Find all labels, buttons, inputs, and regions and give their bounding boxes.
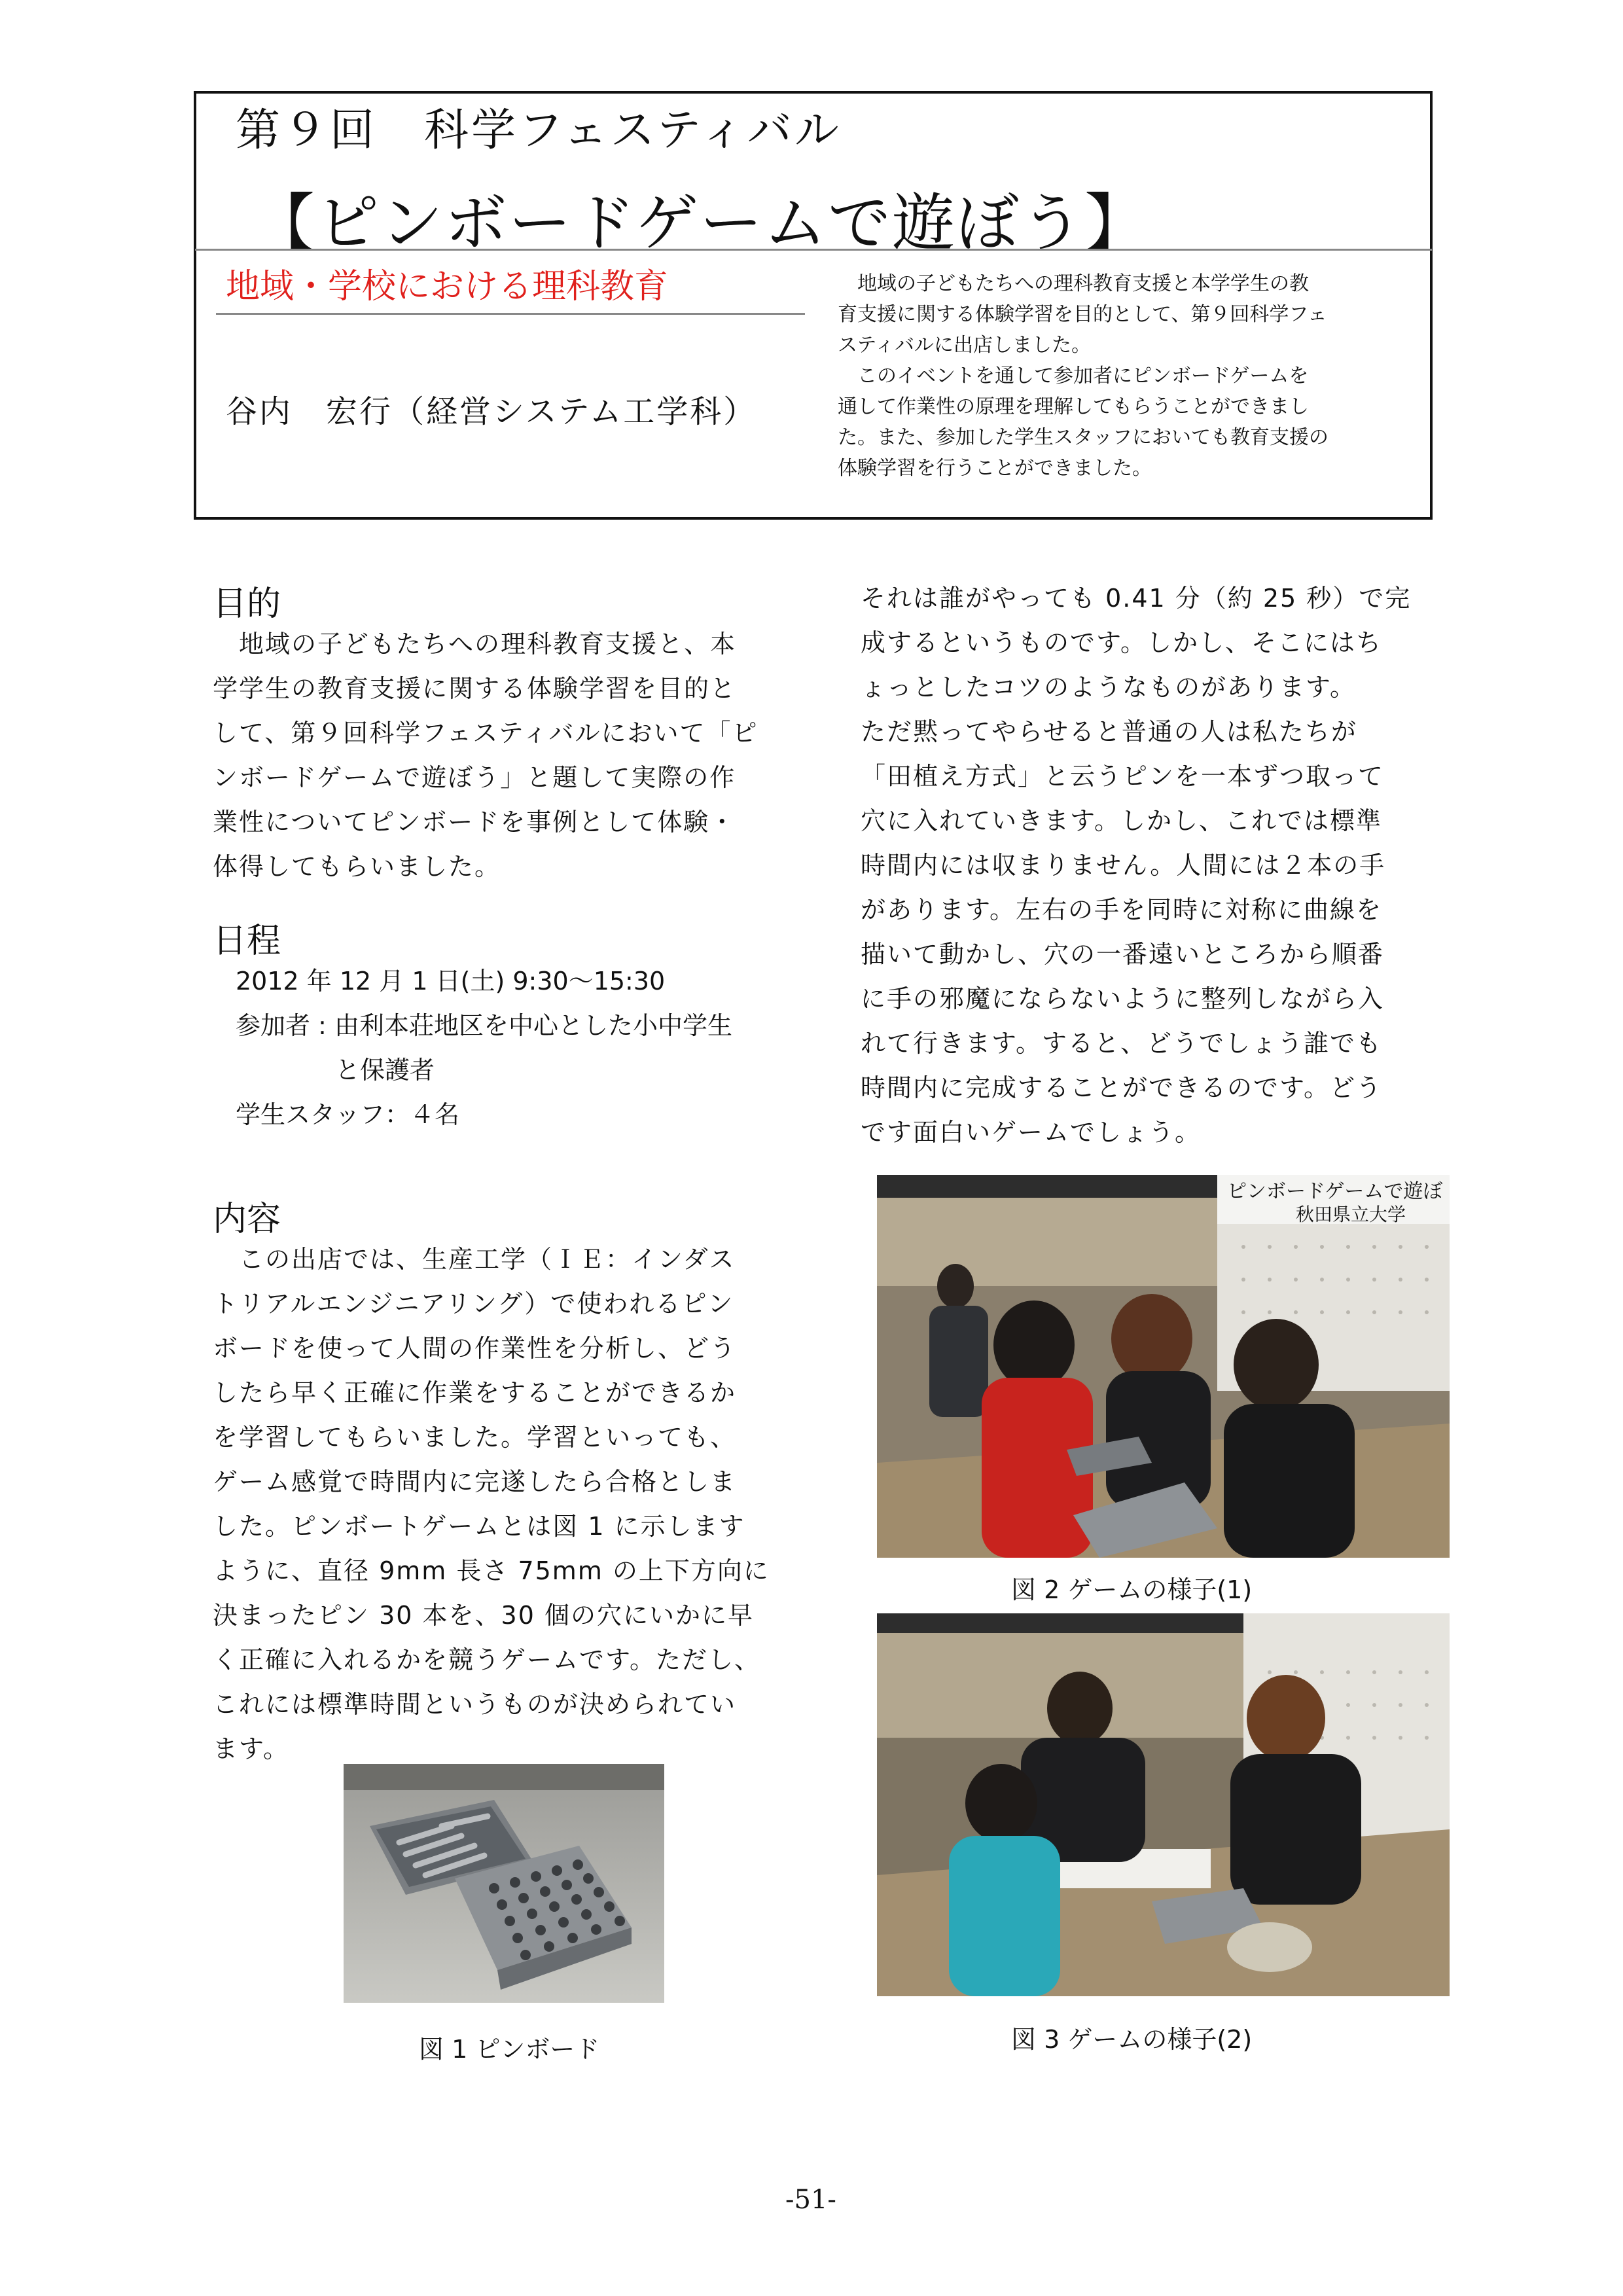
category-label: 地域・学校における理科教育 <box>226 267 669 306</box>
content-text: この出店では、生産工学（ＩＥ：インダス トリアルエンジニアリング）で使われるピン ボードを使って人間の作業性を分析し、どう したら早く正確に作業をすることができるか を学習してもらいました。学習といっても、 ゲーム感覚で時間内に完遂したら合格としま した。ピンボートゲームとは図 1 に示します ように、直径 9mm 長さ 75mm の上下方向に 決まったピン 30 本を、30 個の穴にいかに早 く正確に入れるかを競うゲームです。ただし、 これには標準時間というものが決められてい ます。 <box>213 1245 770 1763</box>
content-heading: 内容 <box>213 1200 281 1239</box>
schedule-text: 2012 年 12 月 1 日(土) 9:30〜15:30 参加者 : 由利本荘地区を中心とした小中学生 と保護者 学生スタッフ：４名 <box>236 967 732 1129</box>
game-scene-1-image <box>877 1175 1450 1558</box>
game-scene-2-image <box>877 1613 1450 1996</box>
schedule-heading: 日程 <box>213 922 281 961</box>
purpose-text: 地域の子どもたちへの理科教育支援と、本 学学生の教育支援に関する体験学習を目的と して、第９回科学フェスティバルにおいて「ピ ンボードゲームで遊ぼう」と題して実際の作 業性についてピンボードを事例として体験・ 体得してもらいました。 <box>213 630 758 881</box>
right-column-text: それは誰がやっても 0.41 分（約 25 秒）で完 成するというものです。しかし、そこにはち ょっとしたコツのようなものがあります。 ただ黙ってやらせると普通の人は私たちが 「田植え方式」と云うピンを一本ずつ取って 穴に入れていきます。しかし、これでは標準 時間内には収まりません。人間には２本の手 があります。左右の手を同時に対称に曲線を 描いて動かし、穴の一番遠いところから順番 に手の邪魔にならないように整列しながら入 れて行きます。すると、どうでしょう誰でも 時間内に完成することができるのです。どう です面白いゲームでしょう。 <box>861 584 1412 1147</box>
series-title: 第９回 科学フェスティバル <box>236 105 842 156</box>
figure-2-photo <box>877 1175 1450 1558</box>
main-title: 【ピンボードゲームで遊ぼう】 <box>252 187 1149 260</box>
banner-text-2: 秋田県立大学 <box>1296 1204 1406 1225</box>
figure-3-photo <box>877 1613 1450 1996</box>
title-divider <box>195 249 1432 251</box>
page-number: -51- <box>785 2185 836 2215</box>
figure-3-caption: 図 3 ゲームの様子(2) <box>1011 2025 1253 2054</box>
figure-2-caption: 図 2 ゲームの様子(1) <box>1011 1575 1253 1604</box>
figure-1-photo <box>344 1764 664 2003</box>
abstract: 地域の子どもたちへの理科教育支援と本学学生の教 育支援に関する体験学習を目的として、第９回科学フェ スティバルに出店しました。 このイベントを通して参加者にピンボードゲームを 通して作業性の原理を理解してもらうことができまし た。また、参加した学生スタッフにおいても教育支援の 体験学習を行うことができました。 <box>838 272 1329 480</box>
author-line: 谷内 宏行（経営システム工学科） <box>226 393 757 430</box>
figure-1-caption: 図 1 ピンボード <box>419 2035 600 2064</box>
category-divider <box>216 313 805 315</box>
purpose-heading: 目的 <box>213 584 281 624</box>
pinboard-image <box>344 1764 664 2003</box>
banner-text-1: ピンボードゲームで遊ぼ <box>1227 1180 1443 1203</box>
